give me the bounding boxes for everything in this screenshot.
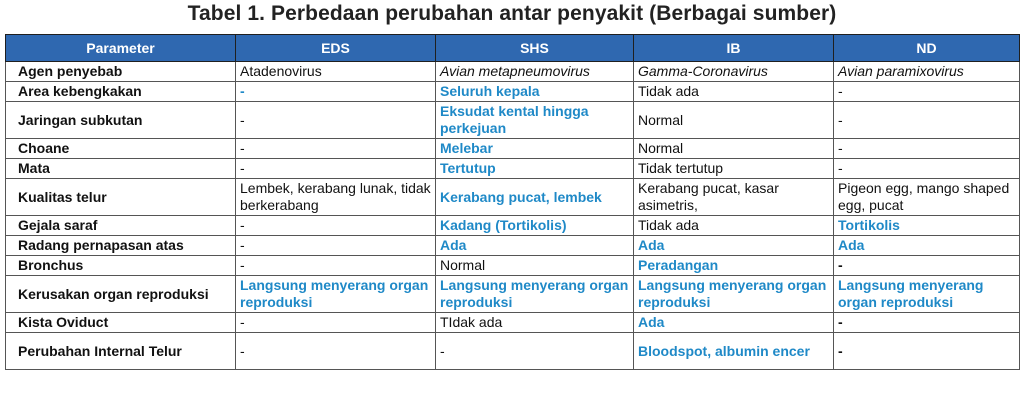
cell-nd: -: [834, 159, 1020, 179]
table-row: [6, 102, 1020, 139]
row-parameter: Area kebengkakan: [6, 82, 236, 102]
header-parameter: Parameter: [6, 35, 236, 62]
cell-shs: Eksudat kental hingga perkejuan: [436, 102, 634, 139]
cell-shs: Kerabang pucat, lembek: [436, 179, 634, 216]
row-parameter: Jaringan subkutan: [6, 102, 236, 139]
table-row: [6, 333, 1020, 370]
cell-ib: Tidak tertutup: [634, 159, 834, 179]
row-parameter: Radang pernapasan atas: [6, 236, 236, 256]
cell-nd: Langsung menyerang organ reproduksi: [834, 276, 1020, 313]
table-row: [6, 62, 1020, 82]
header-row: [6, 35, 1020, 62]
cell-shs: Avian metapneumovirus: [436, 62, 634, 82]
row-parameter: Bronchus: [6, 256, 236, 276]
row-parameter: Choane: [6, 139, 236, 159]
table-row: [6, 276, 1020, 313]
cell-shs: Kadang (Tortikolis): [436, 216, 634, 236]
cell-nd: -: [834, 256, 1020, 276]
cell-ib: Tidak ada: [634, 82, 834, 102]
row-parameter: Gejala saraf: [6, 216, 236, 236]
row-parameter: Mata: [6, 159, 236, 179]
cell-ib: Normal: [634, 102, 834, 139]
cell-ib: Tidak ada: [634, 216, 834, 236]
cell-eds: -: [236, 313, 436, 333]
header-nd: ND: [834, 35, 1020, 62]
cell-shs: Tertutup: [436, 159, 634, 179]
table-row: [6, 216, 1020, 236]
cell-ib: Langsung menyerang organ reproduksi: [634, 276, 834, 313]
cell-ib: Kerabang pucat, kasar asimetris,: [634, 179, 834, 216]
cell-eds: -: [236, 159, 436, 179]
row-parameter: Kista Oviduct: [6, 313, 236, 333]
cell-ib: Peradangan: [634, 256, 834, 276]
cell-eds: -: [236, 333, 436, 370]
table-row: [6, 179, 1020, 216]
table-row: [6, 82, 1020, 102]
cell-shs: Seluruh kepala: [436, 82, 634, 102]
table-row: [6, 159, 1020, 179]
header-eds: EDS: [236, 35, 436, 62]
disease-comparison-table: [5, 34, 1020, 370]
row-parameter: Agen penyebab: [6, 62, 236, 82]
cell-shs: TIdak ada: [436, 313, 634, 333]
cell-shs: Normal: [436, 256, 634, 276]
cell-eds: -: [236, 102, 436, 139]
cell-eds: Lembek, kerabang lunak, tidak berkerabang: [236, 179, 436, 216]
cell-nd: Tortikolis: [834, 216, 1020, 236]
cell-eds: -: [236, 82, 436, 102]
cell-shs: Langsung menyerang organ reproduksi: [436, 276, 634, 313]
row-parameter: Kualitas telur: [6, 179, 236, 216]
cell-nd: -: [834, 102, 1020, 139]
cell-ib: Ada: [634, 236, 834, 256]
cell-eds: Langsung menyerang organ reproduksi: [236, 276, 436, 313]
cell-nd: -: [834, 82, 1020, 102]
cell-eds: -: [236, 236, 436, 256]
table-row: [6, 236, 1020, 256]
table-title: Tabel 1. Perbedaan perubahan antar penyakit (Berbagai sumber): [187, 2, 837, 25]
cell-nd: Avian paramixovirus: [834, 62, 1020, 82]
cell-shs: -: [436, 333, 634, 370]
row-parameter: Kerusakan organ reproduksi: [6, 276, 236, 313]
cell-eds: Atadenovirus: [236, 62, 436, 82]
row-parameter: Perubahan Internal Telur: [6, 333, 236, 370]
cell-eds: -: [236, 256, 436, 276]
table-row: [6, 139, 1020, 159]
header-shs: SHS: [436, 35, 634, 62]
cell-nd: -: [834, 139, 1020, 159]
table-row: [6, 313, 1020, 333]
cell-ib: Gamma-Coronavirus: [634, 62, 834, 82]
cell-eds: -: [236, 216, 436, 236]
cell-shs: Ada: [436, 236, 634, 256]
cell-nd: -: [834, 333, 1020, 370]
cell-nd: Ada: [834, 236, 1020, 256]
table-row: [6, 256, 1020, 276]
cell-ib: Normal: [634, 139, 834, 159]
cell-eds: -: [236, 139, 436, 159]
cell-ib: Ada: [634, 313, 834, 333]
header-ib: IB: [634, 35, 834, 62]
cell-ib: Bloodspot, albumin encer: [634, 333, 834, 370]
cell-nd: Pigeon egg, mango shaped egg, pucat: [834, 179, 1020, 216]
cell-shs: Melebar: [436, 139, 634, 159]
cell-nd: -: [834, 313, 1020, 333]
